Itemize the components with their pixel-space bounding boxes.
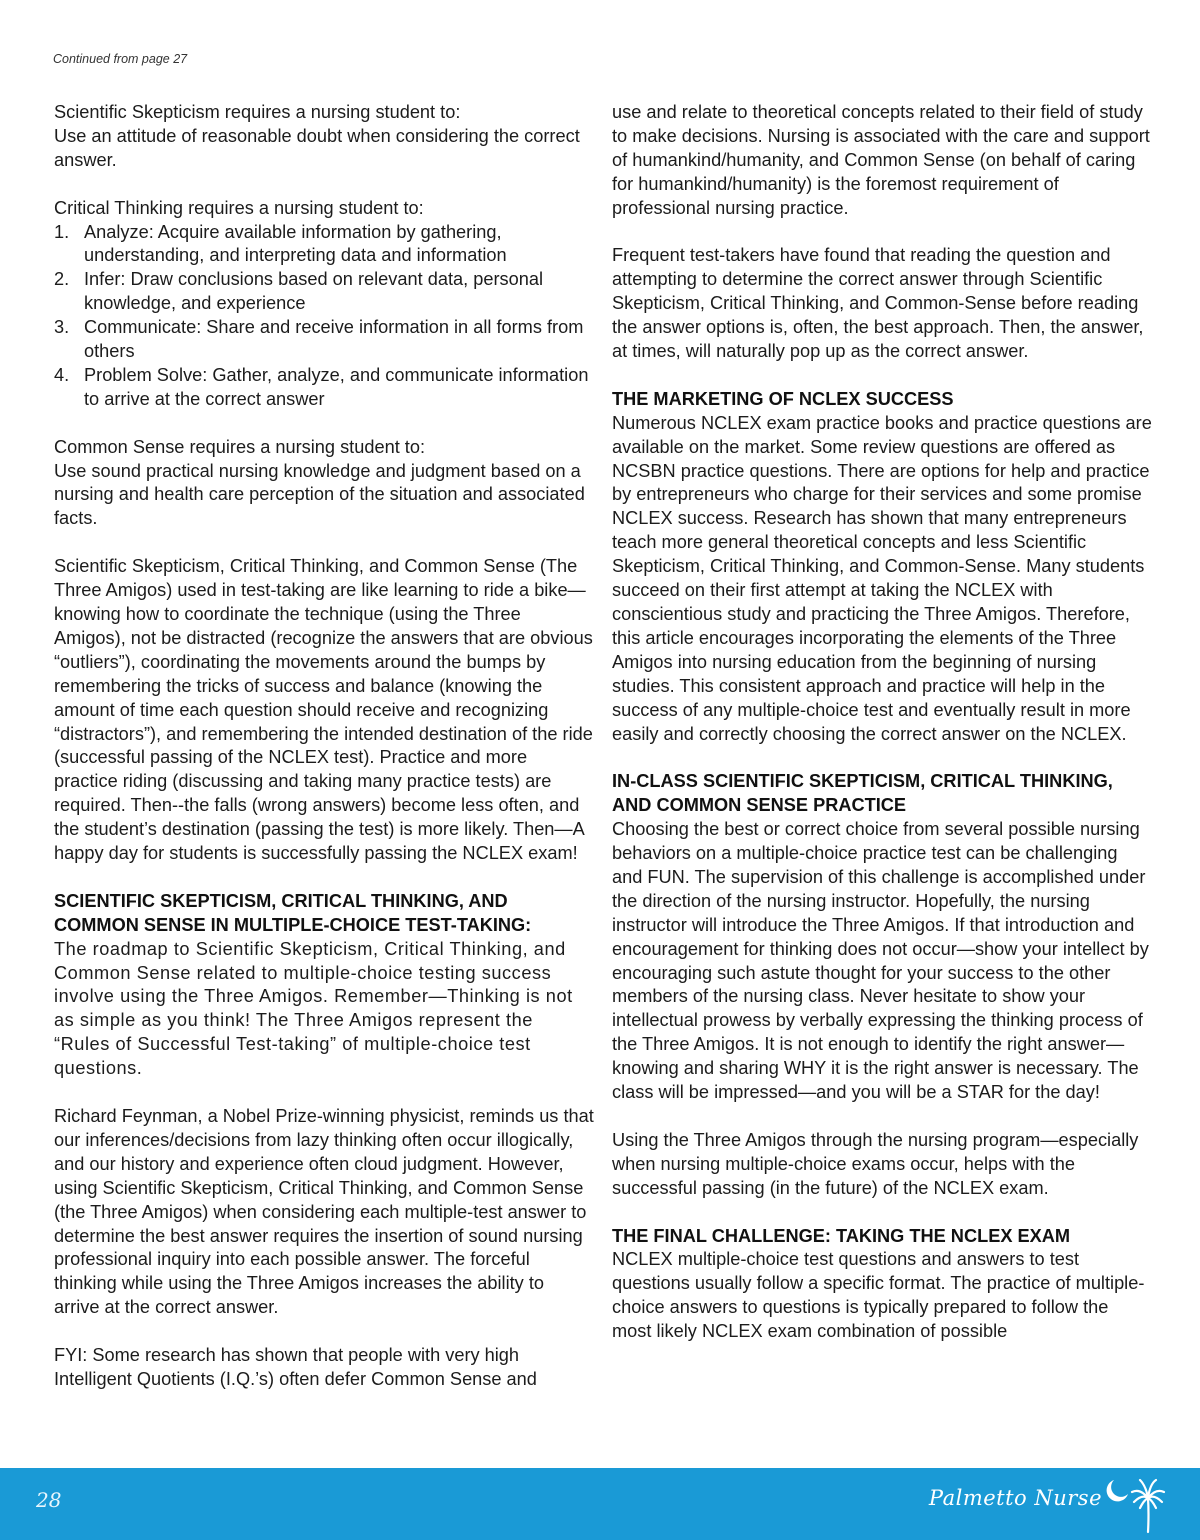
paragraph: Scientific Skepticism, Critical Thinking, and Common Sense (The Three Amigos) used in test-taking are like learning to ride a bike—knowing how to coordinate the technique (using the Three Amigos), not be distracted (recognize the answers that are obvious “outliers”), coordinating the movements around the bumps by remembering the tricks of success and balance (knowing the amount of time each question should receive and recognizing “distractors”), and remembering the intended destination of the ride (successful passing of the NCLEX test). Practice and more practice riding (discussing and taking many practice tests) are required. Then--the falls (wrong answers) become less often, and the student’s destination (passing the test) is more likely. Then—A happy day for students is successfully passing the NCLEX exam! (54, 556, 593, 864)
paragraph: FYI: Some research has shown that people with very high Intelligent Quotients (I.Q.’s) often defer Common Sense and (54, 1345, 537, 1389)
paragraph: use and relate to theoretical concepts related to their field of study to make decisions. Nursing is associated with the care and support of humankind/humanity, and Common Sense (on behalf of caring for humankind/humanity) is the foremost requirement of professional nursing practice. (612, 102, 1150, 218)
list-number: 2. (54, 269, 70, 290)
paragraph: Frequent test-takers have found that reading the question and attempting to determine the correct answer through Scientific Skepticism, Critical Thinking, and Common-Sense before reading the answer options is, often, the best approach. Then, the answer, at times, will naturally pop up as the correct answer. (612, 245, 1144, 362)
continued-note: Continued from page 27 (53, 52, 188, 66)
paragraph: The roadmap to Scientific Skepticism, Critical Thinking, and Common Sense related to multiple-choice testing success involve using the Three Amigos. Remember—Thinking is not as simple as you think! The Three Amigos represent the “Rules of Successful Test-taking” of multiple-choice test questions. (54, 938, 573, 1079)
list-item (54, 221, 594, 269)
paragraph (54, 101, 594, 173)
section-heading: SCIENTIFIC SKEPTICISM, CRITICAL THINKING, AND COMMON SENSE IN MULTIPLE-CHOICE TEST-TAKING: (54, 890, 532, 935)
paragraph: Choosing the best or correct choice from several possible nursing behaviors on a multiple-choice practice test can be challenging and FUN. The supervision of this challenge is accomplished under the direction of the nursing instructor. Hopefully, the nursing instructor will introduce the Three Amigos. If that introduction and encouragement for thinking does not occur—show your intellect by encouraging such astute thought for your success to the other members of the nursing class. Never hesitate to show your intellectual prowess by verbally expressing the thinking process of the Three Amigos. It is not enough to identify the right answer—knowing and sharing WHY it is the right answer is necessary. The class will be impressed—and you will be a STAR for the day! (612, 819, 1149, 1103)
list-number: 4. (54, 364, 70, 385)
paragraph (54, 436, 594, 532)
list-item (54, 316, 594, 364)
paragraph-line: Scientific Skepticism requires a nursing student to: (54, 102, 461, 122)
palmetto-tree-crescent-icon (1104, 1472, 1170, 1536)
paragraph-line: Use an attitude of reasonable doubt when considering the correct answer. (54, 125, 580, 170)
paragraph: Using the Three Amigos through the nursing program—especially when nursing multiple-choice exams occur, helps with the successful passing (in the future) of the NCLEX exam. (612, 1129, 1139, 1198)
footer-bar (0, 1468, 1200, 1540)
paragraph: NCLEX multiple-choice test questions and answers to test questions usually follow a specific format. The practice of multiple-choice answers to questions is typically prepared to follow the most likely NCLEX exam combination of possible (612, 1249, 1145, 1342)
list-text: Communicate: Share and receive information in all forms from others (84, 317, 584, 362)
paragraph-line: Use sound practical nursing knowledge and judgment based on a nursing and health care perception of the situation and associated facts. (54, 460, 585, 529)
list-text: Infer: Draw conclusions based on relevant data, personal knowledge, and experience (84, 269, 543, 314)
paragraph-line: Common Sense requires a nursing student to: (54, 436, 426, 457)
section-heading: IN-CLASS SCIENTIFIC SKEPTICISM, CRITICAL THINKING, AND COMMON SENSE PRACTICE (612, 771, 1113, 816)
page-number: 28 (36, 1488, 62, 1512)
magazine-name: Palmetto Nurse (928, 1486, 1102, 1510)
list-text: Analyze: Acquire available information by gathering, understanding, and interpreting data and information (84, 221, 507, 266)
paragraph: Critical Thinking requires a nursing student to: (54, 197, 424, 218)
paragraph: Richard Feynman, a Nobel Prize-winning physicist, reminds us that our inferences/decisions from lazy thinking often occur illogically, and our history and experience often cloud judgment. However, using Scientific Skepticism, Critical Thinking, and Common Sense (the Three Amigos) when considering each multiple-test answer to determine the best answer requires the insertion of sound nursing professional inquiry into each possible answer. The forceful thinking while using the Three Amigos increases the ability to arrive at the correct answer. (54, 1105, 594, 1318)
left-column (54, 101, 594, 1392)
critical-thinking-list (54, 221, 594, 412)
list-number: 3. (54, 317, 70, 338)
section-heading: THE FINAL CHALLENGE: TAKING THE NCLEX EXAM (612, 1225, 1071, 1246)
section-heading: THE MARKETING OF NCLEX SUCCESS (612, 388, 954, 409)
list-number: 1. (54, 221, 70, 242)
right-column (612, 101, 1152, 1344)
paragraph: Numerous NCLEX exam practice books and practice questions are available on the market. Some review questions are offered as NCSBN practice questions. There are options for help and practice by entrepreneurs who charge for their services and some promise NCLEX success. Research has shown that many entrepreneurs teach more general theoretical concepts and less Scientific Skepticism, Critical Thinking, and Common-Sense. Many students succeed on their first attempt at taking the NCLEX with conscientious study and practicing the Three Amigos. Therefore, this article encourages incorporating the elements of the Three Amigos into nursing education from the beginning of nursing studies. This consistent approach and practice will help in the success of any multiple-choice test and eventually result in more easily and correctly choosing the correct answer on the NCLEX. (612, 412, 1152, 744)
list-text: Problem Solve: Gather, analyze, and communicate information to arrive at the correct answer (84, 364, 589, 409)
list-item (54, 364, 594, 412)
list-item (54, 268, 594, 316)
